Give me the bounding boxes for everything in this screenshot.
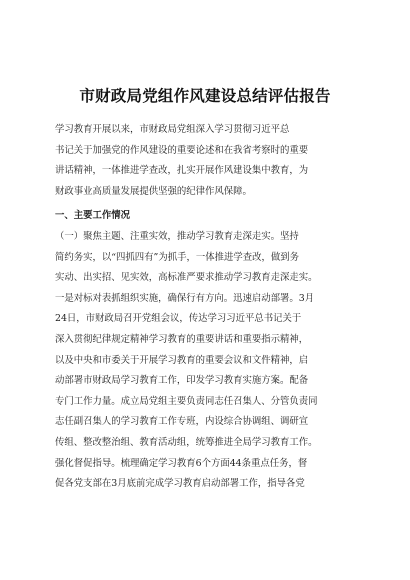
paragraph-line: 学习教育开展以来，市财政局党组深入学习贯彻习近平总 (55, 124, 290, 135)
paragraph-line: 讲话精神，一体推进学查改，扎实开展作风建设集中教育，为 (55, 165, 309, 177)
paragraph-line: 财政事业高质量发展提供坚强的纪律作风保障。 (55, 185, 252, 197)
document-title: 市财政局党组作风建设总结评估报告 (79, 87, 331, 105)
paragraph-line: 强化督促指导。梳理确定学习教育6个方面44条重点任务，督 (55, 457, 308, 469)
section-heading: 一、主要工作情况 (55, 210, 131, 222)
paragraph-line: 实动、出实招、见实效，高标准严要求推动学习教育走深走实。 (55, 272, 318, 284)
paragraph-line: 促各党支部在3月底前完成学习教育启动部署工作，指导各党 (55, 478, 305, 490)
paragraph-line: 深入贯彻纪律规定精神学习教育的重要讲话和重要指示精神， (55, 333, 309, 345)
paragraph-line: 一是对标对表抓组织实施，确保行有方向。迅速启动部署。3月 (55, 292, 315, 304)
paragraph-line: 动部署市财政局学习教育工作，印发学习教育实施方案。配备 (55, 375, 309, 387)
paragraph-line: 以及中央和市委关于开展学习教育的重要会议和文件精神，启 (55, 354, 309, 366)
paragraph-line: 书记关于加强党的作风建设的重要论述和在我省考察时的重要 (55, 144, 309, 156)
paragraph-line: 传组、整改整治组、教育活动组，统筹推进全局学习教育工作。 (55, 436, 318, 448)
paragraph-line: 简约务实，以“四抓四有”为抓手，一体推进学查改，做到务 (55, 251, 299, 263)
paragraph-line: 24日，市财政局召开党组会议，传达学习习近平总书记关于 (55, 313, 302, 325)
paragraph-line: 志任副召集人的学习教育工作专班，内设综合协调组、调研宣 (55, 416, 309, 428)
paragraph-line: 专门工作力量。成立局党组主要负责同志任召集人、分管负责同 (55, 395, 318, 407)
document-body (55, 120, 355, 495)
paragraph-line: （一）聚焦主题、注重实效，推动学习教育走深走实。坚持 (55, 230, 299, 242)
